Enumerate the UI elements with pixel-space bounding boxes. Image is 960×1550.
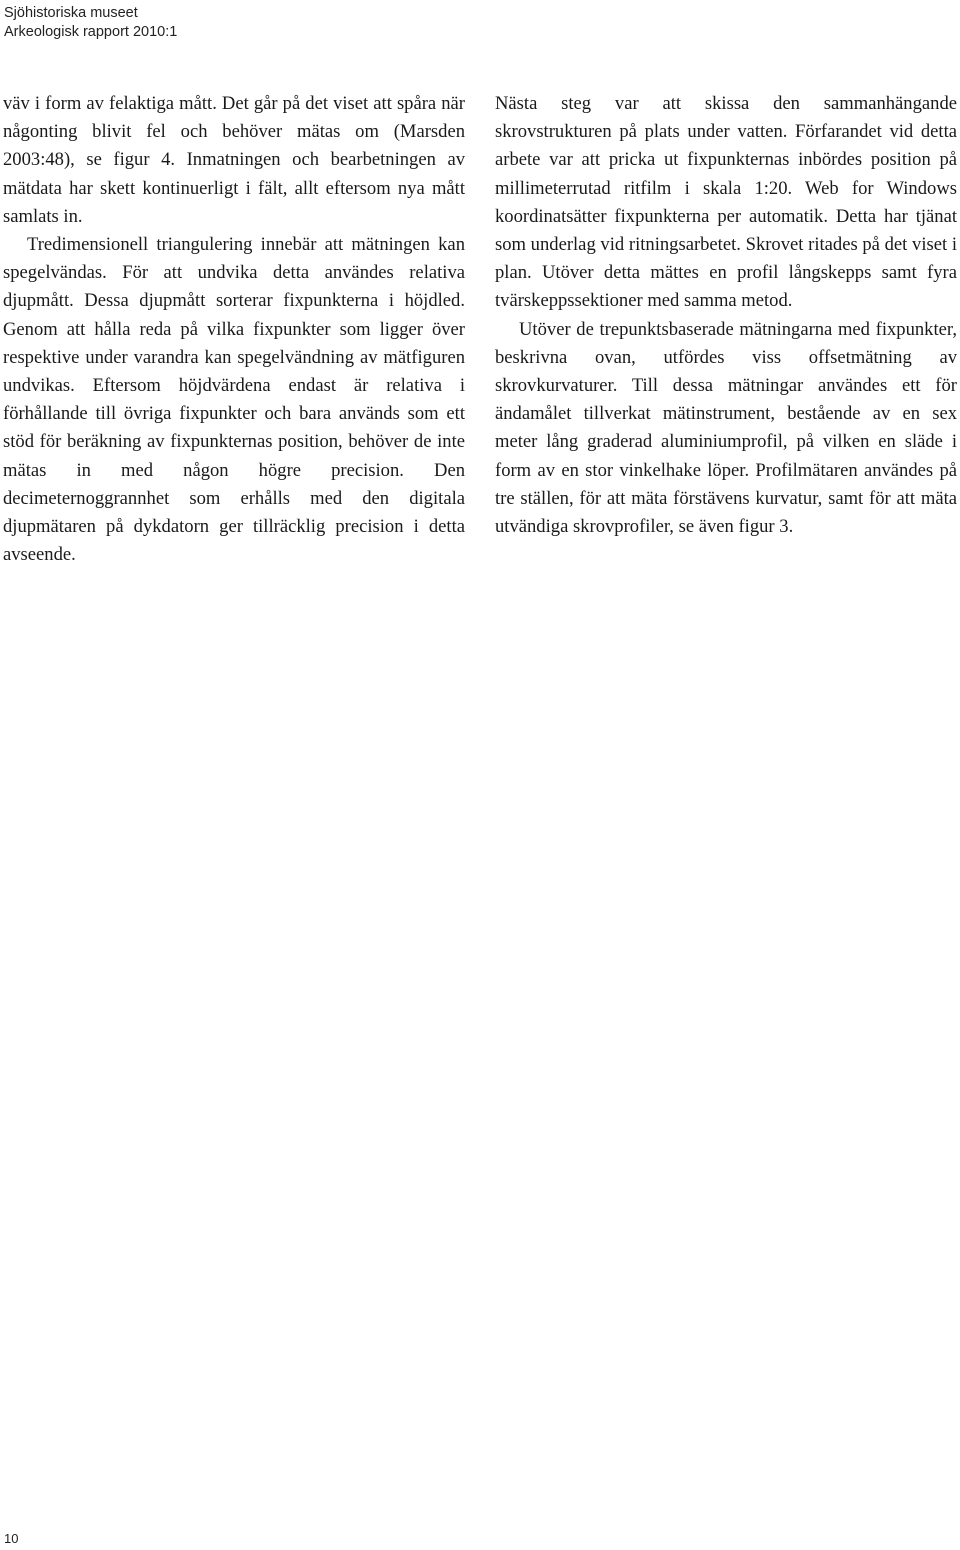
body-paragraph: Utöver de trepunktsbaserade mätningarna med fixpunkter, beskrivna ovan, utfördes viss offsetmätning av skrovkurvaturer. Till dessa mätningar användes ett för ändamålet tillverkat mätinstrument, bestående av en sex meter lång graderad aluminiumprofil, på vilken en släde i form av en stor vinkelhake löper. Profilmätaren användes på tre ställen, för att mäta förstävens kurvatur, samt för att mäta utvändiga skrovprofiler, se även figur 3. [495,318,957,538]
header-publisher: Sjöhistoriska museet [4,5,138,21]
right-text-column [495,90,957,541]
header-report-title: Arkeologisk rapport 2010:1 [4,24,178,40]
body-paragraph: väv i form av felaktiga mått. Det går på det viset att spåra när någonting blivit fel och behöver mätas om (Marsden 2003:48), se figur 4. Inmatningen och bearbetningen av mätdata har skett kontinuerligt i fält, allt eftersom nya mått samlats in. [3,93,465,227]
left-text-column [3,90,465,569]
body-paragraph: Tredimensionell triangulering innebär att mätningen kan spegelvändas. För att undvika detta användes relativa djupmått. Dessa djupmått sorterar fixpunkterna i höjdled. Genom att hålla reda på vilka fixpunkter som ligger över respektive under varandra kan spegelvändning av mätfiguren undvikas. Eftersom höjdvärdena endast är relativa i förhållande till övriga fixpunkter och bara används som ett stöd för beräkning av fixpunkternas position, behöver de inte mätas in med någon högre precision. Den decimeternoggrannhet som erhålls med den digitala djupmätaren på dykdatorn ger tillräcklig precision i detta avseende. [3,234,465,566]
running-header [4,4,177,42]
page-number: 10 [4,1531,19,1546]
body-paragraph: Nästa steg var att skissa den sammanhängande skrovstrukturen på plats under vatten. Förfarandet vid detta arbete var att pricka ut fixpunkternas inbördes position på millimeterrutad ritfilm i skala 1:20. Web for Windows koordinatsätter fixpunkterna per automatik. Detta har tjänat som underlag vid ritningsarbetet. Skrovet ritades på det viset i plan. Utöver detta mättes en profil långskepps samt fyra tvärskeppssektioner med samma metod. [495,93,957,312]
